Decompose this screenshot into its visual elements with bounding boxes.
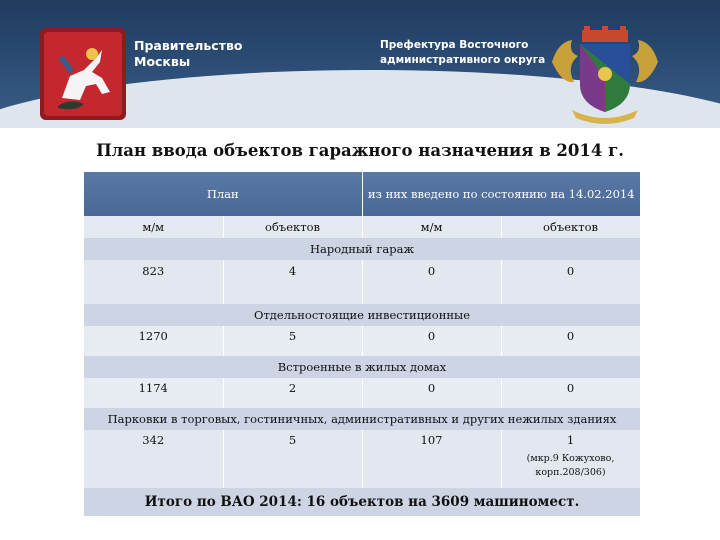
done-objects-value: 1 [566,433,575,447]
plan-objects-cell: 4 [223,260,362,304]
header-banner [0,0,720,128]
section-name: Парковки в торговых, гостиничных, административных и других нежилых зданиях [84,408,640,430]
prefecture-title: Префектура Восточного административного округа [380,39,546,66]
done-mm-cell: 107 [362,430,501,488]
section-row [84,304,640,326]
section-name: Встроенные в жилых домах [84,356,640,378]
page-title: План ввода объектов гаражного назначения в 2014 г. [96,141,624,160]
table-row [84,326,640,356]
garage-plan-table [84,172,641,516]
subheader-done-mm: м/м [362,216,501,238]
done-objects-cell: 0 [501,326,640,356]
section-row [84,408,640,430]
plan-objects-cell: 2 [223,378,362,408]
table-header-row [84,172,640,216]
table-row [84,260,640,304]
government-title: Правительство Москвы [134,38,243,69]
header-done: из них введено по состоянию на 14.02.2014 [362,172,640,216]
moscow-coat-of-arms-icon [40,28,126,120]
plan-mm-cell: 1270 [84,326,223,356]
subheader-done-objects: объектов [501,216,640,238]
done-mm-cell: 0 [362,378,501,408]
subheader-plan-mm: м/м [84,216,223,238]
section-row [84,356,640,378]
table-row [84,378,640,408]
total-row [84,488,640,516]
done-objects-cell: 0 [501,260,640,304]
done-objects-cell: 0 [501,378,640,408]
done-objects-cell [501,430,640,488]
plan-mm-cell: 823 [84,260,223,304]
header-plan: План [84,172,362,216]
done-mm-cell: 0 [362,260,501,304]
section-row [84,238,640,260]
section-name: Отдельностоящие инвестиционные [84,304,640,326]
vao-coat-of-arms-icon [548,22,662,126]
plan-mm-cell: 1174 [84,378,223,408]
done-mm-cell: 0 [362,326,501,356]
table-subheader-row [84,216,640,238]
plan-objects-cell: 5 [223,430,362,488]
plan-objects-cell: 5 [223,326,362,356]
subheader-plan-objects: объектов [223,216,362,238]
total-text: Итого по ВАО 2014: 16 объектов на 3609 машиномест. [84,488,640,516]
section-name: Народный гараж [84,238,640,260]
location-note: (мкр.9 Кожухово, корп.208/306) [526,453,615,478]
plan-mm-cell: 342 [84,430,223,488]
table-row [84,430,640,488]
